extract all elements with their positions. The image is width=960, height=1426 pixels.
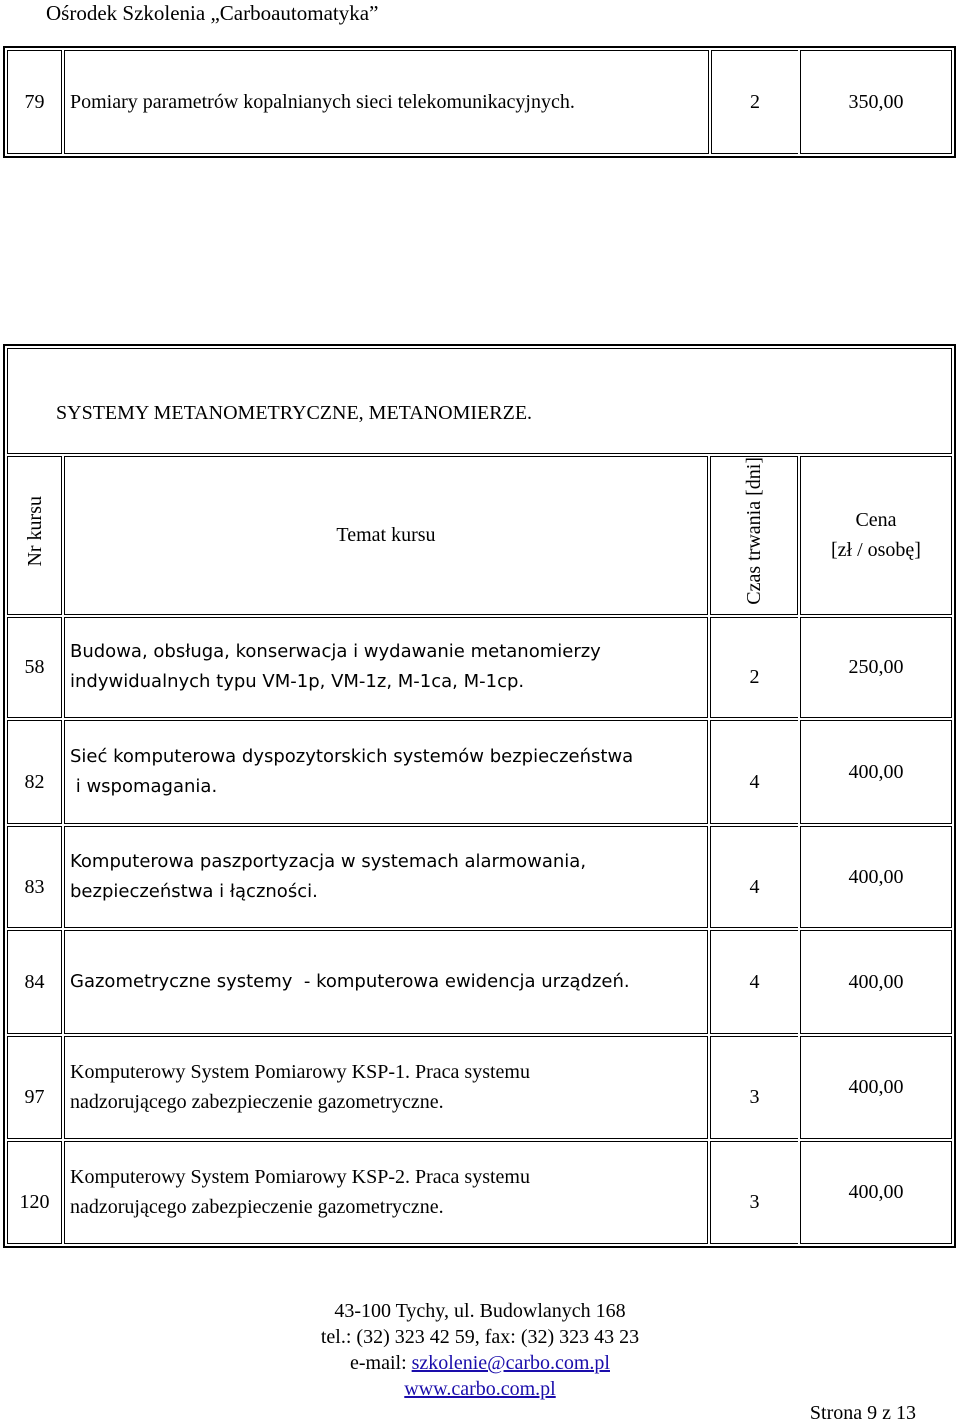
section-title: SYSTEMY METANOMETRYCZNE, METANOMIERZE. (7, 348, 952, 454)
course-topic-line: Sieć komputerowa dyspozytorskich systemów bezpieczeństwa (70, 745, 634, 767)
page-number: Strona 9 z 13 (809, 1402, 916, 1424)
course-days: 4 (710, 930, 798, 1034)
course-number: 83 (7, 826, 62, 928)
footer-email-line (0, 1350, 960, 1376)
course-price: 400,00 (800, 720, 952, 824)
course-days: 3 (710, 1141, 798, 1244)
course-topic-line: bezpieczeństwa i łączności. (70, 880, 318, 902)
table-header-row (7, 456, 952, 615)
course-days: 2 (710, 617, 798, 718)
course-days: 4 (710, 826, 798, 928)
table-row (7, 720, 952, 824)
course-topic-line: nadzorującego zabezpieczenie gazometryczne. (70, 1091, 444, 1114)
course-price: 400,00 (800, 826, 952, 928)
course-price: 400,00 (800, 930, 952, 1034)
course-topic (64, 1141, 708, 1244)
course-topic-line: Komputerowy System Pomiarowy KSP-1. Praca systemu (70, 1061, 530, 1084)
course-topic: Pomiary parametrów kopalnianych sieci telekomunikacyjnych. (64, 50, 709, 154)
course-topic (64, 930, 708, 1034)
course-topic-line: i wspomagania. (70, 775, 218, 797)
header-price-line1: Cena (855, 509, 897, 532)
course-number: 58 (7, 617, 62, 718)
course-price: 400,00 (800, 1036, 952, 1139)
course-number: 84 (7, 930, 62, 1034)
course-days: 3 (710, 1036, 798, 1139)
course-days: 2 (711, 50, 798, 154)
course-topic-line: Komputerowa paszportyzacja w systemach alarmowania, (70, 850, 587, 872)
course-number: 82 (7, 720, 62, 824)
course-topic-line: Gazometryczne systemy - komputerowa ewidencja urządzeń. (70, 970, 630, 992)
website-link[interactable]: www.carbo.com.pl (404, 1378, 556, 1400)
footer-website-line (0, 1376, 960, 1402)
course-number: 97 (7, 1036, 62, 1139)
course-topic-line: nadzorującego zabezpieczenie gazometryczne. (70, 1196, 444, 1219)
header-price-line2: [zł / osobę] (831, 539, 921, 562)
header-nr (7, 456, 62, 615)
course-topic-line: Budowa, obsługa, konserwacja i wydawanie metanomierzy (70, 641, 601, 663)
course-number: 120 (7, 1141, 62, 1244)
course-topic (64, 720, 708, 824)
table-row (7, 50, 952, 154)
table-row (7, 930, 952, 1034)
footer-phone: tel.: (32) 323 42 59, fax: (32) 323 43 23 (320, 1326, 640, 1348)
email-link[interactable]: szkolenie@carbo.com.pl (411, 1352, 610, 1374)
document-footer (0, 1298, 960, 1402)
course-topic-line: indywidualnych typu VM-1p, VM-1z, M-1ca, M-1cp. (70, 671, 525, 693)
course-topic-line: Komputerowy System Pomiarowy KSP-2. Praca systemu (70, 1166, 530, 1189)
table-row (7, 826, 952, 928)
course-price: 250,00 (800, 617, 952, 718)
course-number: 79 (7, 50, 62, 154)
header-price (800, 456, 952, 615)
table-row (7, 1036, 952, 1139)
header-days (710, 456, 798, 615)
course-topic (64, 1036, 708, 1139)
course-topic (64, 617, 708, 718)
section-table (3, 344, 956, 1248)
header-days-label: Czas trwania [dni] (743, 457, 765, 605)
course-price: 400,00 (800, 1141, 952, 1244)
course-price: 350,00 (800, 50, 952, 154)
table-row (7, 1141, 952, 1244)
footer-email-prefix: e-mail: (350, 1352, 412, 1374)
header-nr-label: Nr kursu (23, 495, 46, 567)
course-topic (64, 826, 708, 928)
top-table (3, 46, 956, 158)
footer-address: 43-100 Tychy, ul. Budowlanych 168 (334, 1300, 626, 1322)
document-header: Ośrodek Szkolenia „Carboautomatyka” (46, 1, 379, 25)
course-days: 4 (710, 720, 798, 824)
table-row (7, 617, 952, 718)
header-topic: Temat kursu (64, 456, 708, 615)
